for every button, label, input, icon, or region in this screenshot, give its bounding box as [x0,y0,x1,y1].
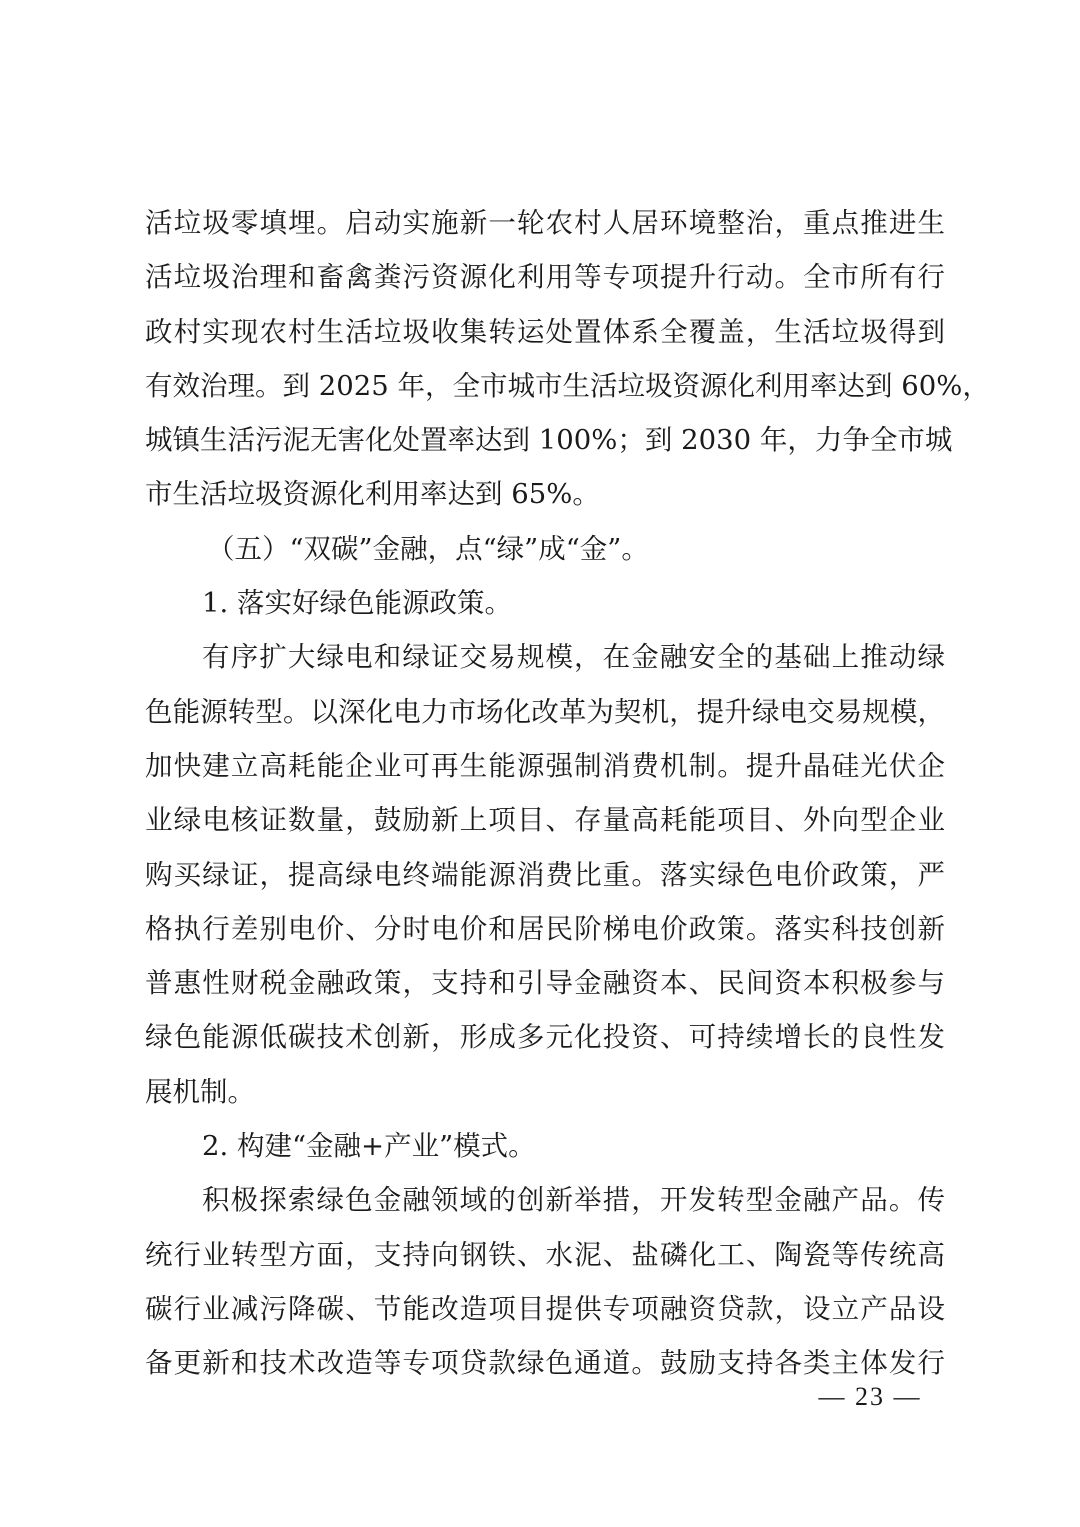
subsection-heading: 1. 落实好绿色能源政策。 [202,587,512,620]
text-line: 统行业转型方面，支持向钢铁、水泥、盐磷化工、陶瓷等传统高 [145,1238,945,1271]
subsection-heading: 2. 构建“金融+产业”模式。 [202,1130,536,1163]
text-line: 加快建立高耗能企业可再生能源强制消费机制。提升晶硅光伏企 [145,749,945,782]
section-heading: （五）“双碳”金融，点“绿”成“金”。 [207,532,649,565]
text-line: 活垃圾零填埋。启动实施新一轮农村人居环境整治，重点推进生 [145,207,945,239]
text-line: 展机制。 [145,1075,255,1108]
paragraph-first-line: 有序扩大绿电和绿证交易规模，在金融安全的基础上推动绿 [202,641,945,674]
text-line: 碳行业减污降碳、节能改造项目提供专项融资贷款，设立产品设 [145,1292,945,1325]
text-line: 市生活垃圾资源化利用率达到 65%。 [145,478,600,511]
text-line: 普惠性财税金融政策，支持和引导金融资本、民间资本积极参与 [145,967,945,1000]
text-line: 业绿电核证数量，鼓励新上项目、存量高耗能项目、外向型企业 [145,804,945,837]
body-text [145,196,990,1391]
text-line: 购买绿证，提高绿电终端能源消费比重。落实绿色电价政策，严 [145,858,945,891]
text-line: 格执行差别电价、分时电价和居民阶梯电价政策。落实科技创新 [145,912,945,945]
text-line: 备更新和技术改造等专项贷款绿色通道。鼓励支持各类主体发行 [145,1347,945,1380]
paragraph-first-line: 积极探索绿色金融领域的创新举措，开发转型金融产品。传 [202,1184,945,1217]
text-line: 有效治理。到 2025 年，全市城市生活垃圾资源化利用率达到 60%， [145,369,990,402]
text-line: 城镇生活污泥无害化处置率达到 100%；到 2030 年，力争全市城 [145,424,953,457]
text-line: 色能源转型。以深化电力市场化改革为契机，提升绿电交易规模， [145,695,945,728]
page-number: — 23 — [818,1382,922,1411]
text-line: 政村实现农村生活垃圾收集转运处置体系全覆盖，生活垃圾得到 [145,315,945,348]
text-line: 活垃圾治理和畜禽粪污资源化利用等专项提升行动。全市所有行 [145,261,945,294]
text-line: 绿色能源低碳技术创新，形成多元化投资、可持续增长的良性发 [145,1021,945,1054]
